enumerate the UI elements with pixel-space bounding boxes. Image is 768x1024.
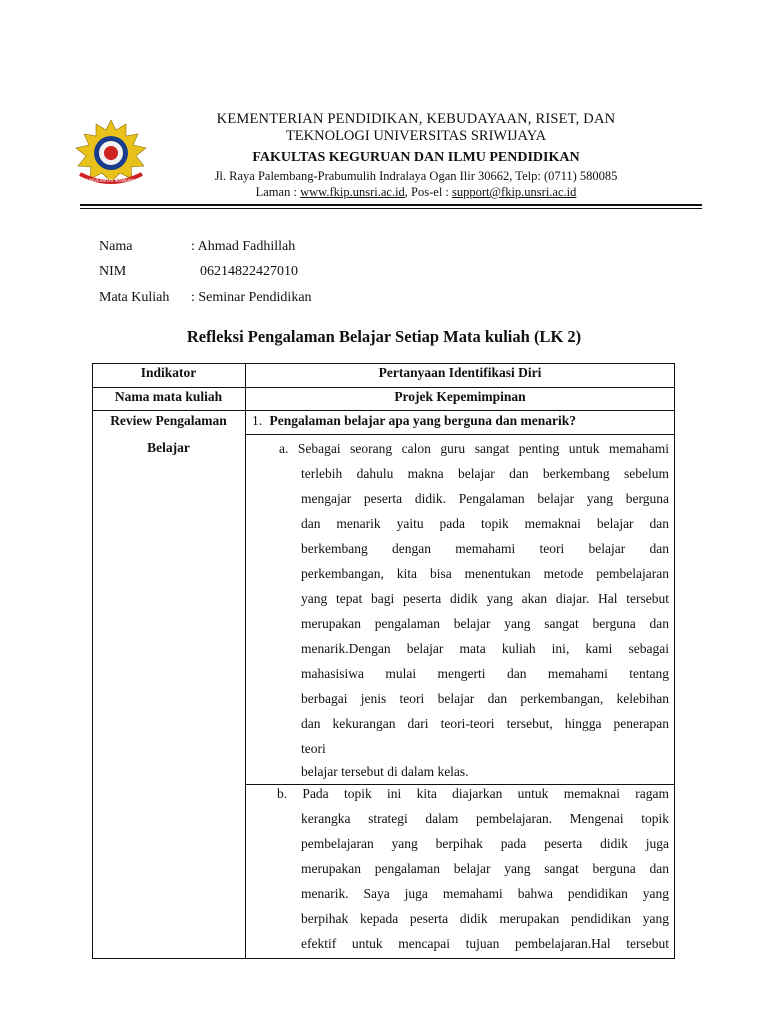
email-link[interactable]: support@fkip.unsri.ac.id xyxy=(452,185,577,199)
answer-b-line: berpihak kepada peserta didik merupakan pendidikan yang xyxy=(301,911,669,926)
answer-b-line: menarik. Saya juga memahami bahwa pendidikan yang xyxy=(301,886,669,901)
faculty-name: FAKULTAS KEGURUAN DAN ILMU PENDIDIKAN xyxy=(252,150,580,165)
nim-value: 06214822427010 xyxy=(200,264,298,279)
table-row-divider xyxy=(245,434,675,435)
document-title: Refleksi Pengalaman Belajar Setiap Mata kuliah (LK 2) xyxy=(186,327,582,346)
answer-a-line: dan kekurangan dari teori-teori tersebut, hingga penerapan xyxy=(301,716,669,731)
contact-line xyxy=(160,184,672,200)
row-label-course: Nama mata kuliah xyxy=(114,389,223,404)
answer-a-line: terlebih dahulu makna belajar dan berkembang sebelum xyxy=(301,466,669,481)
name-label: Nama xyxy=(99,239,133,254)
ministry-line-1: KEMENTERIAN PENDIDIKAN, KEBUDAYAAN, RISET, DAN xyxy=(216,111,616,127)
row-label-review-b: Belajar xyxy=(147,440,190,455)
answer-a-line: merupakan pengalaman belajar yang sangat berguna dan xyxy=(301,616,669,631)
university-logo xyxy=(70,116,152,188)
answer-a-line: belajar tersebut di dalam kelas. xyxy=(301,764,469,779)
answer-a xyxy=(279,436,669,779)
table-row-divider xyxy=(92,410,675,411)
course-value: : Seminar Pendidikan xyxy=(191,290,312,305)
header-divider-thin xyxy=(80,208,702,209)
answer-a-line: perkembangan, kita bisa menentukan metode pembelajaran xyxy=(301,566,669,581)
header-indikator: Indikator xyxy=(140,365,197,380)
svg-text:UNIVERSITAS SRIWIJAYA: UNIVERSITAS SRIWIJAYA xyxy=(87,178,135,183)
answer-b-line: efektif untuk mencapai tujuan pembelajaran.Hal tersebut xyxy=(301,936,669,951)
answer-a-line: dan menarik yaitu pada topik memaknai belajar dan xyxy=(301,516,669,531)
answer-b-line: b. Pada topik ini kita diajarkan untuk memaknai ragam xyxy=(277,786,669,801)
answer-a-line: berbagai jenis teori belajar dan perkembangan, kelebihan xyxy=(301,691,669,706)
web-label: Laman : xyxy=(255,185,301,199)
question-number: 1. xyxy=(252,413,263,428)
table-column-divider xyxy=(245,363,246,959)
header-pertanyaan: Pertanyaan Identifikasi Diri xyxy=(378,365,542,380)
row-label-review-a: Review Pengalaman xyxy=(110,413,227,428)
answer-a-line: menarik.Dengan belajar mata kuliah ini, kami sebagai xyxy=(301,641,669,656)
header-divider-thick xyxy=(80,204,702,206)
answer-a-line: teori xyxy=(301,741,326,756)
answer-a-line: mahasisiwa mulai mengerti dan memahami tentang xyxy=(301,666,669,681)
web-link[interactable]: www.fkip.unsri.ac.id xyxy=(300,185,405,199)
answer-b-line: kerangka strategi dalam pembelajaran. Mengenai topik xyxy=(301,811,669,826)
email-label: , Pos-el : xyxy=(404,185,453,199)
name-value: : Ahmad Fadhillah xyxy=(191,239,296,254)
letterhead xyxy=(160,111,672,200)
question-text: Pengalaman belajar apa yang berguna dan menarik? xyxy=(269,413,577,428)
nim-label: NIM xyxy=(99,264,127,279)
answer-b-line: pembelajaran yang berpihak pada peserta didik juga xyxy=(301,836,669,851)
course-label: Mata Kuliah xyxy=(99,290,170,305)
row-value-course: Projek Kepemimpinan xyxy=(394,389,526,404)
answer-a-line: yang tepat bagi peserta didik yang akan diajar. Hal tersebut xyxy=(301,591,669,606)
answer-a-line: berkembang dengan memahami teori belajar dan xyxy=(301,541,669,556)
address: Jl. Raya Palembang-Prabumulih Indralaya Ogan Ilir 30662, Telp: (0711) 580085 xyxy=(214,169,618,183)
answer-b xyxy=(277,781,669,956)
ministry-line-2: TEKNOLOGI UNIVERSITAS SRIWIJAYA xyxy=(285,128,547,144)
answer-b-line: merupakan pengalaman belajar yang sangat berguna dan xyxy=(301,861,669,876)
answer-a-line: a. Sebagai seorang calon guru sangat penting untuk memahami xyxy=(279,441,669,456)
table-row-divider xyxy=(92,387,675,388)
answer-a-line: mengajar peserta didik. Pengalaman belajar yang berguna xyxy=(301,491,669,506)
question-1 xyxy=(252,413,576,429)
